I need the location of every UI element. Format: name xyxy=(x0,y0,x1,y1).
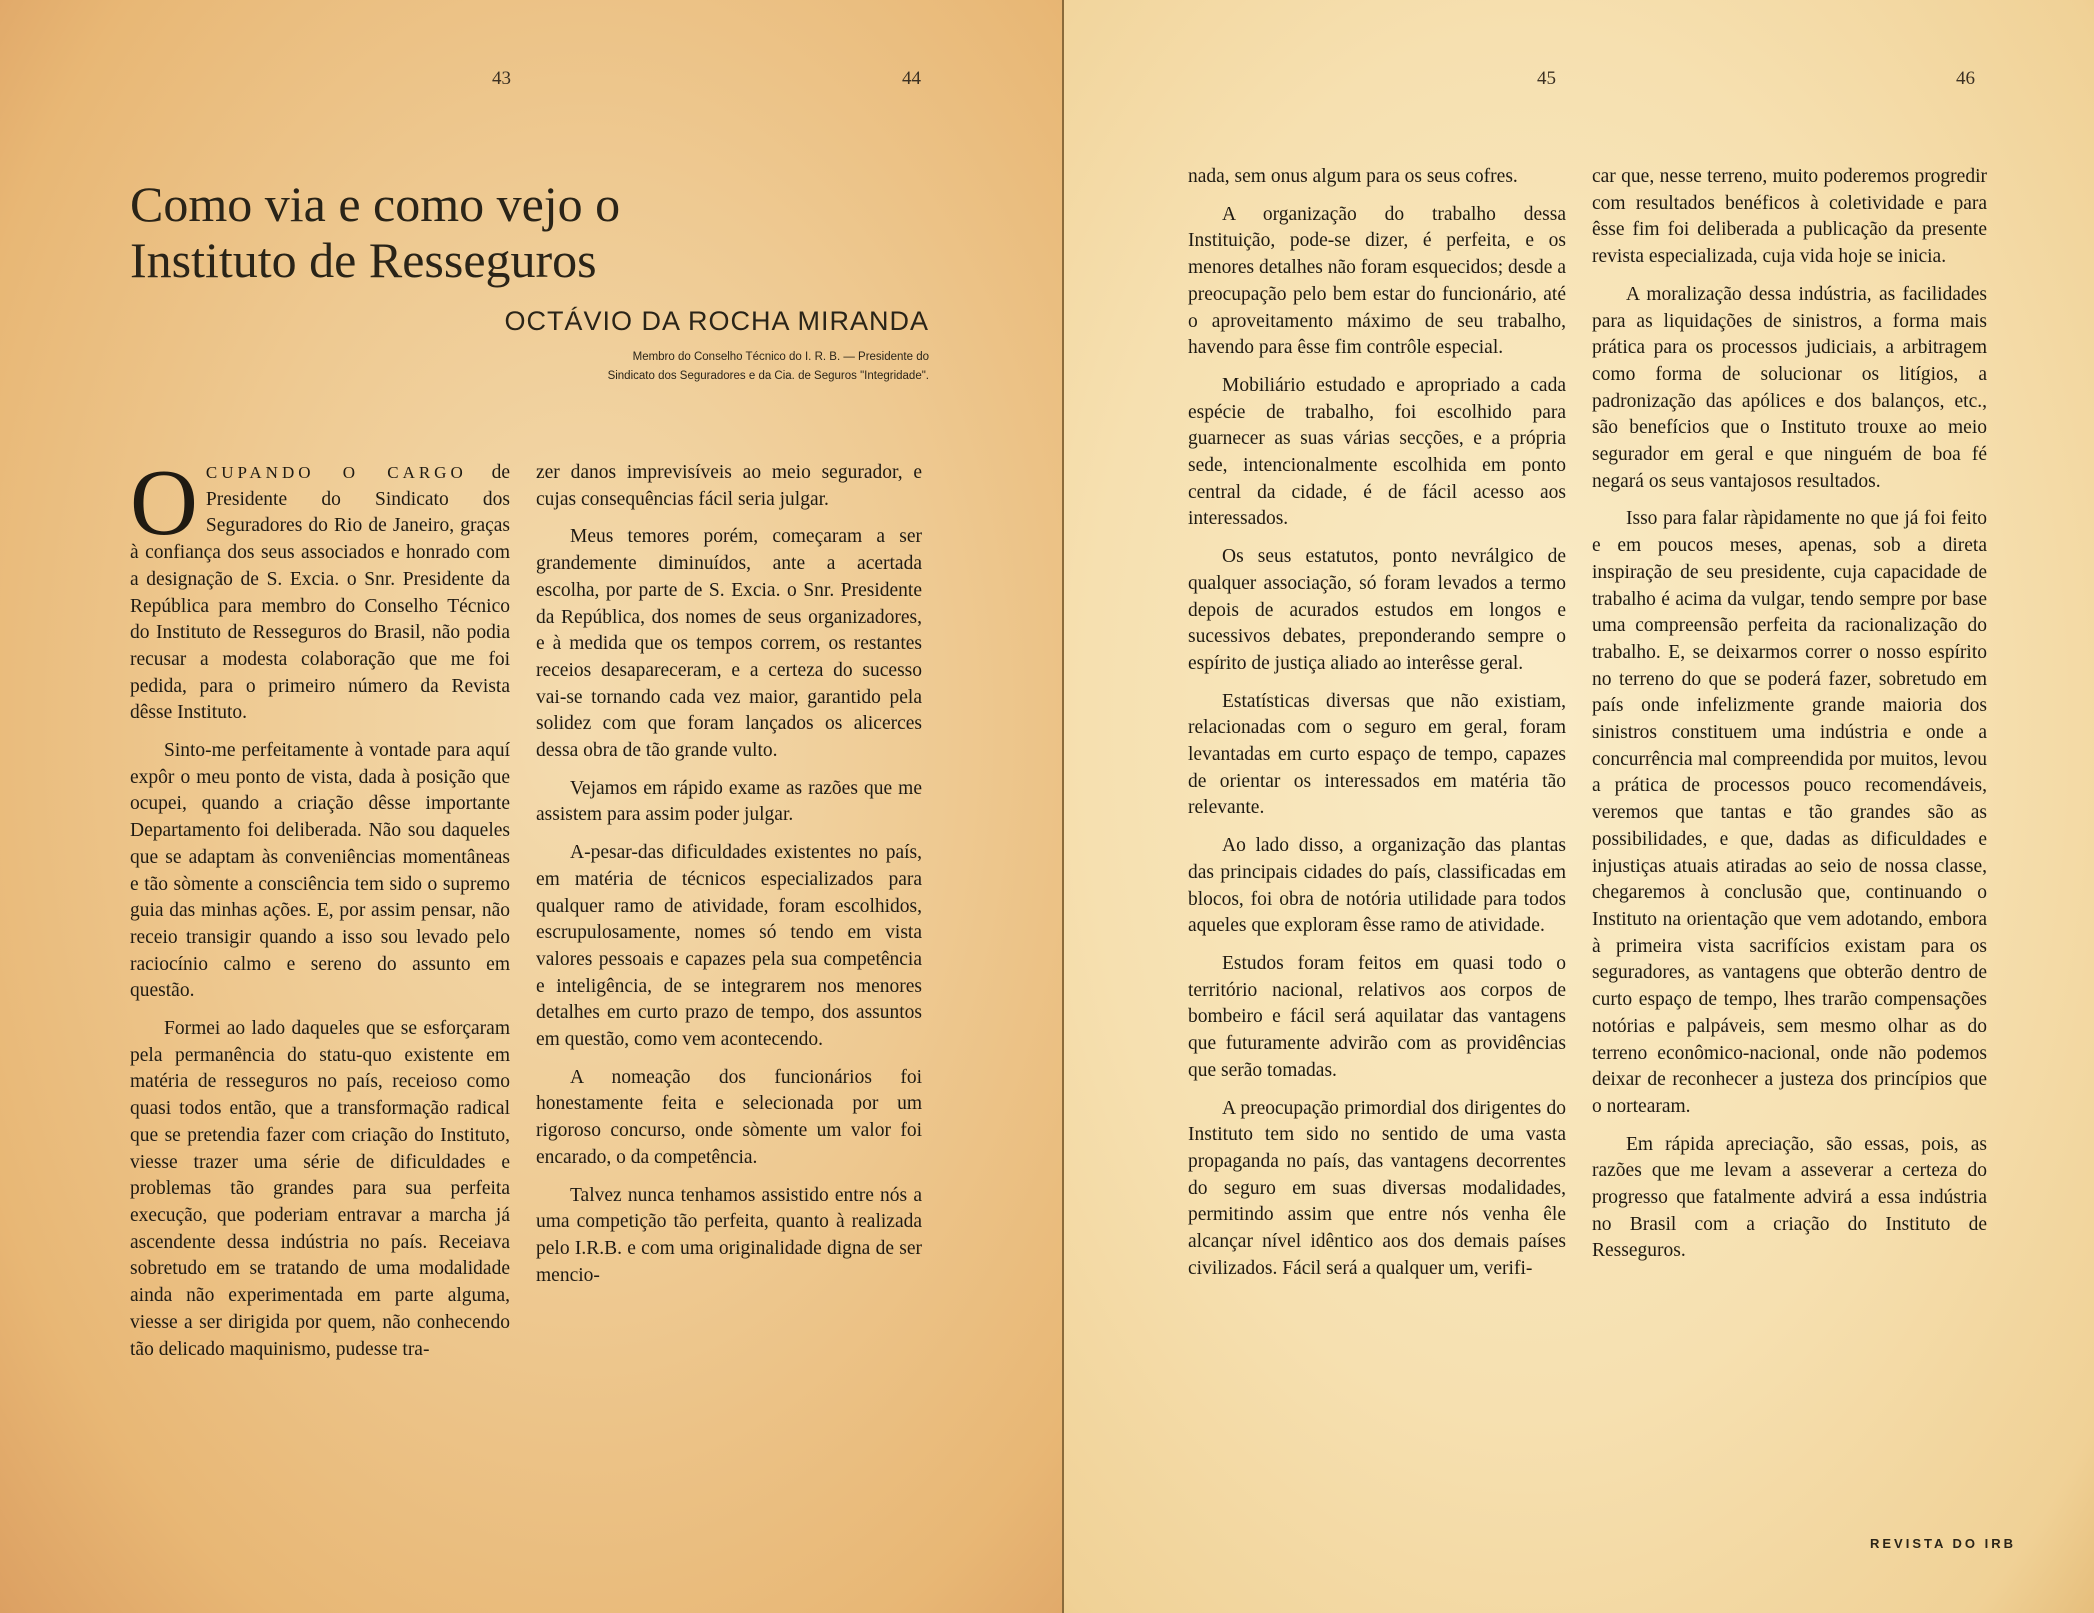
column-2 xyxy=(536,460,922,1300)
column-1 xyxy=(130,451,511,1374)
affiliation-line-2: Sindicato dos Seguradores e da Cia. de Seguros "Integridade". xyxy=(607,370,929,382)
paragraph: Os seus estatutos, ponto nevrálgico de qualquer associação, só foram levados a termo depois de acurados estudos em longos e sucessivos debates, preponderando sempre o espírito de justiça aliado ao interêsse geral. xyxy=(1188,546,1566,674)
paragraph: Ao lado disso, a organização das plantas das principais cidades do país, classificadas em blocos, foi obra de notória utilidade para todos aqueles que exploram êsse ramo de atividade. xyxy=(1188,835,1566,937)
page-number-46: 46 xyxy=(1956,68,1975,89)
article-title xyxy=(130,176,690,288)
paragraph: Talvez nunca tenhamos assistido entre nós a uma competição tão perfeita, quanto à realizada pelo I.R.B. e com uma originalidade digna de ser mencio- xyxy=(536,1184,922,1286)
paragraph: Formei ao lado daqueles que se esforçaram pela permanência do statu-quo existente em matéria de resseguros no país, receioso como quasi todos então, que a transformação radical que se pretendia fazer com criação do Instituto, viesse trazer uma série de dificuldades e problemas tão grandes para sua perfeita execução, que poderiam entravar a marcha já ascendente dessa indústria no país. Receiava sobretudo em se tratando de uma modalidade ainda não experimentada em parte alguma, viesse a ser dirigida por quem, não conhecendo tão delicado maquinismo, pudesse tra- xyxy=(130,1018,510,1360)
right-page xyxy=(1064,0,2094,1613)
page-number-44: 44 xyxy=(902,68,921,89)
paragraph: A organização do trabalho dessa Instituição, pode-se dizer, é perfeita, e os menores detalhes não foram esquecidos; desde a preocupação pelo bem estar do funcionário, até o aproveitamento máximo de seu trabalho, havendo para êsse fim contrôle especial. xyxy=(1188,203,1566,359)
paragraph: Mobiliário estudado e apropriado a cada espécie de trabalho, foi escolhido para guarnecer as suas várias secções, e a própria sede, intencionalmente escolhida em ponto central da cidade, é de fácil acesso aos interessados. xyxy=(1188,374,1566,530)
affiliation-line-1: Membro do Conselho Técnico do I. R. B. — Presidente do xyxy=(632,351,929,363)
author-affiliation xyxy=(449,348,929,386)
paragraph-text: de Presidente do Sindicato dos Seguradores do Rio de Janeiro, graças à confiança dos seus associados e honrado com a designação de S. Excia. o Snr. Presidente da República para membro do Conselho Técnico do Instituto de Resseguros do Brasil, não podia recusar a modesta colaboração que me foi pedida, para o primeiro número da Revista dêsse Instituto. xyxy=(130,462,511,724)
paragraph: nada, sem onus algum para os seus cofres. xyxy=(1188,166,1518,187)
title-line-2: Instituto de Resseguros xyxy=(130,232,597,288)
paragraph: Meus temores porém, começaram a ser grandemente diminuídos, ante a acertada escolha, por parte de S. Excia. o Snr. Presidente da República, dos nomes de seus organizadores, e à medida que os tempos correm, os restantes receios desapareceram, e a certeza do sucesso vai-se tornando cada vez maior, garantido pela solidez com que foram lançados os alicerces dessa obra de tão grande vulto. xyxy=(536,526,922,762)
title-line-1: Como via e como vejo o xyxy=(130,176,621,232)
paragraph: zer danos imprevisíveis ao meio segurador, e cujas consequências fácil seria julgar. xyxy=(536,462,922,510)
paragraph: Estudos foram feitos em quasi todo o território nacional, relativos aos corpos de bombeiro e fácil será aquilatar das vantagens que futuramente advirão com as providências que serão tomadas. xyxy=(1188,952,1566,1081)
page-number-45: 45 xyxy=(1537,68,1556,89)
author-name: OCTÁVIO DA ROCHA MIRANDA xyxy=(504,306,929,336)
paragraph: Estatísticas diversas que não existiam, relacionadas com o seguro em geral, foram levantadas em curto espaço de tempo, capazes de orientar os interessados em matéria tão relevante. xyxy=(1188,690,1566,819)
paragraph: car que, nesse terreno, muito poderemos progredir com resultados benéficos à coletividade e para êsse fim foi deliberada a publicação da presente revista especializada, cuja vida hoje se inicia. xyxy=(1592,166,1987,268)
journal-footer: REVISTA DO IRB xyxy=(1869,1536,2016,1551)
paragraph: A moralização dessa indústria, as facilidades para as liquidações de sinistros, a forma mais prática para os processos judiciais, a arbitragem como forma de solucionar os litígios, a padronização das apólices e dos balanços, etc., são benefícios que o Instituto trouxe ao meio segurador em geral e que ninguém de boa fé negará os seus vantajosos resultados. xyxy=(1592,283,1987,492)
paragraph: Vejamos em rápido exame as razões que me assistem para assim poder julgar. xyxy=(536,777,922,826)
paragraph: Sinto-me perfeitamente à vontade para aquí expôr o meu ponto de vista, dada à posição que ocupei, quando a criação dêsse importante Departamento foi deliberada. Não sou daqueles que se adaptam às conveniências momentâneas e tão sòmente a consciência tem sido o supremo guia das minhas ações. E, por assim pensar, não receio transigir quando a isso sou levado pelo raciocínio calmo e sereno do assunto em questão. xyxy=(130,740,510,1002)
paragraph: A nomeação dos funcionários foi honestamente feita e selecionada por um rigoroso concurso, onde sòmente um valor foi encarado, o da competência. xyxy=(536,1066,922,1168)
paragraph: A-pesar-das dificuldades existentes no país, em matéria de técnicos especializados para qualquer ramo de atividade, foram escolhidos, escrupulosamente, nomes só tendo em vista valores pessoais e capazes pela sua competência e inteligência, de se integrarem nos menores detalhes em curto prazo de tempo, dos assuntos em questão, como vem acontecendo. xyxy=(536,842,922,1051)
opening-small-caps: CUPANDO O CARGO xyxy=(205,463,467,482)
column-3 xyxy=(1188,164,1566,1293)
paragraph: Isso para falar ràpidamente no que já foi feito e em poucos meses, apenas, sob a direta inspiração de seu presidente, cuja capacidade de trabalho é acima da vulgar, tendo sempre por base uma compreensão perfeita da racionalização do trabalho. E, se deixarmos correr o nosso espírito no terreno do que se poderá fazer, sobretudo em país onde infelizmente grande maioria dos sinistros constituem uma indústria e onde a concurrência mal compreendida por muitos, levou a prática de processos pouco recomendáveis, veremos que tantas e tão grandes são as possibilidades, e que, dadas as dificuldades e injustiças atuais atiradas ao seio de nossa classe, chegaremos à conclusão que, continuando o Instituto na orientação que vem adotando, embora à primeira vista sacrifícios existam para os seguradores, as vantagens que obterão dentro de curto espaço de tempo, lhes trarão compensações notórias e palpáveis, sem mesmo olhar as do terreno econômico-nacional, onde não podemos deixar de reconhecer a justeza dos princípios que o nortearam. xyxy=(1592,508,1987,1117)
paragraph: A preocupação primordial dos dirigentes do Instituto tem sido no sentido de uma vasta propaganda no país, das vantagens decorrentes do seguro em suas diversas modalidades, permitindo assim que entre nós venha êle alcançar nível idêntico aos dos demais países civilizados. Fácil será a qualquer um, verifi- xyxy=(1188,1097,1566,1279)
paragraph xyxy=(130,451,511,727)
drop-cap: O xyxy=(130,451,198,555)
column-4 xyxy=(1592,164,1987,1276)
page-number-43: 43 xyxy=(492,68,511,89)
paragraph: Em rápida apreciação, são essas, pois, as razões que me levam a asseverar a certeza do progresso que fatalmente advirá a essa indústria no Brasil com a criação do Instituto de Resseguros. xyxy=(1592,1133,1987,1262)
